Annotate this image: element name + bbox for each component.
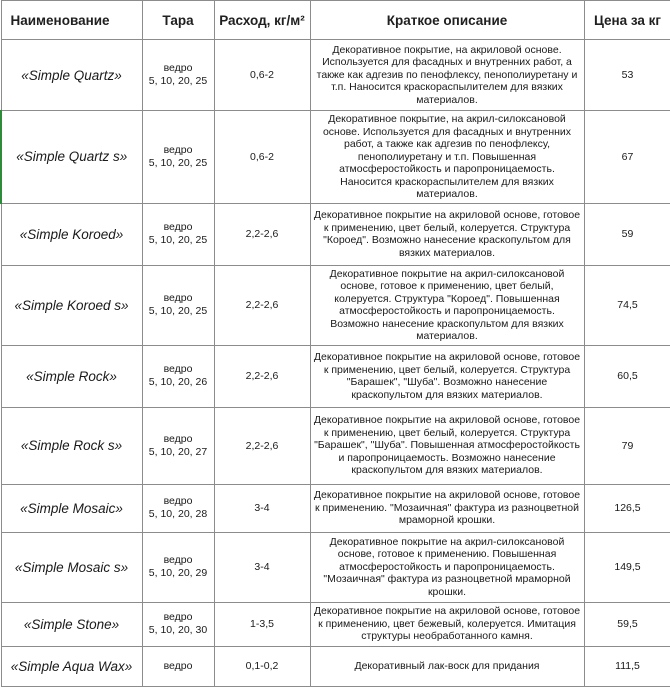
product-name: «Simple Mosaic» [1,484,142,532]
pack-label: ведро [163,495,193,507]
pack-cell [142,407,214,484]
pack-label: ведро [163,221,193,233]
pack-sizes: 5, 10, 20, 25 [148,156,208,169]
table-row [1,407,670,484]
pack-label: ведро [163,554,193,566]
consumption-value: 2,2-2,6 [214,345,310,407]
consumption-value: 3-4 [214,532,310,602]
pack-sizes: 5, 10, 20, 27 [148,445,208,458]
price-value: 126,5 [584,484,670,532]
description-text: Декоративное покрытие на акриловой основе, готовое к применению, цвет белый, колеруется. Структура "Барашек", "Шуба". Возможно нанесение краскопультом для вязких материалов. [310,345,584,407]
table-row [1,345,670,407]
pack-label: ведро [163,143,193,156]
pack-sizes: 5, 10, 20, 25 [148,305,208,317]
price-value: 60,5 [584,345,670,407]
description-text: Декоративное покрытие на акриловой основе, готовое к применению, цвет белый, колеруется. Структура "Короед". Возможно нанесение краскопультом для вязких материалов. [310,203,584,265]
pack-sizes: 5, 10, 20, 26 [148,376,208,388]
header-consumption: Расход, кг/м² [214,1,310,40]
product-name: «Simple Rock s» [1,407,142,484]
pack-label: ведро [163,611,193,623]
product-name: «Simple Mosaic s» [1,532,142,602]
consumption-value: 2,2-2,6 [214,265,310,345]
pack-label: ведро [163,659,193,672]
description-text: Декоративное покрытие, на акриловой основе. Используется для фасадных и внутренних работ, а также как адгезив по пенофлексу, пенополиуретану и т.п. Наносится краскораспылителем для вязких материалов. [310,40,584,111]
price-value: 74,5 [584,265,670,345]
consumption-value: 0,6-2 [214,40,310,111]
price-value: 59 [584,203,670,265]
pack-sizes: 5, 10, 20, 29 [148,567,208,579]
product-name: «Simple Rock» [1,345,142,407]
pack-cell [142,40,214,111]
pack-cell [142,345,214,407]
description-text: Декоративное покрытие на акрил-силоксановой основе, готовое к применению. Повышенная атмосферостойкость и паропроницаемость. "Мозаичная" фактура из разноцветной мраморной крошки. [310,532,584,602]
pack-cell [142,265,214,345]
consumption-value: 2,2-2,6 [214,203,310,265]
product-name: «Simple Koroed» [1,203,142,265]
consumption-value: 2,2-2,6 [214,407,310,484]
description-text: Декоративное покрытие на акриловой основе, готовое к применению, цвет бежевый, колеруется. Имитация структуры необработанного камня. [310,602,584,646]
description-text: Декоративное покрытие, на акрил-силоксановой основе. Используется для фасадных и внутренних работ, а также как адгезив по пенофлексу, пенополиуретану и т.п. Повышенная атмосферостойкость и паропроницаемость. Наносится краскораспылителем для вязких материалов. [310,111,584,204]
header-price: Цена за кг [584,1,670,40]
price-value: 67 [584,111,670,204]
pack-cell [142,484,214,532]
product-name: «Simple Quartz» [1,40,142,111]
table-row [1,265,670,345]
consumption-value: 0,1-0,2 [214,646,310,686]
pack-cell [142,203,214,265]
product-name: «Simple Stone» [1,602,142,646]
table-row [1,602,670,646]
description-text: Декоративный лак-воск для придания [310,646,584,686]
description-text: Декоративное покрытие на акрил-силоксановой основе, готовое к применению, цвет белый, колеруется. Структура "Короед". Повышенная атмосферостойкость и паропроницаемость. Возможно нанесение краскопультом для вязких материалов. [310,265,584,345]
pack-sizes: 5, 10, 20, 28 [148,508,208,520]
pack-label: ведро [163,363,193,375]
consumption-value: 0,6-2 [214,111,310,204]
pack-cell [142,111,214,204]
table-row [1,203,670,265]
header-pack: Тара [142,1,214,40]
header-row [1,1,670,40]
table-row [1,484,670,532]
pack-sizes: 5, 10, 20, 25 [148,234,208,246]
pack-sizes: 5, 10, 20, 25 [148,75,208,87]
header-description: Краткое описание [310,1,584,40]
price-value: 111,5 [584,646,670,686]
table-row [1,532,670,602]
pack-cell [142,646,214,686]
pack-label: ведро [163,432,193,445]
pack-sizes: 5, 10, 20, 30 [148,624,208,636]
consumption-value: 1-3,5 [214,602,310,646]
description-text: Декоративное покрытие на акриловой основе, готовое к применению. "Мозаичная" фактура из разноцветной мраморной крошки. [310,484,584,532]
pack-cell [142,602,214,646]
table-row [1,40,670,111]
description-text: Декоративное покрытие на акриловой основе, готовое к применению, цвет белый, колеруется. Структура "Барашек", "Шуба". Повышенная атмосферостойкость и паропроницаемость. Возможно нанесение краскопультом для вязких материалов. [310,407,584,484]
product-name: «Simple Aqua Wax» [1,646,142,686]
price-value: 53 [584,40,670,111]
price-value: 79 [584,407,670,484]
product-name: «Simple Quartz s» [1,111,142,204]
table-row [1,111,670,204]
table-row [1,646,670,686]
pack-label: ведро [163,62,193,74]
consumption-value: 3-4 [214,484,310,532]
header-name: Наименование [1,1,142,40]
price-value: 149,5 [584,532,670,602]
pack-label: ведро [163,292,193,304]
product-name: «Simple Koroed s» [1,265,142,345]
pack-cell [142,532,214,602]
price-value: 59,5 [584,602,670,646]
